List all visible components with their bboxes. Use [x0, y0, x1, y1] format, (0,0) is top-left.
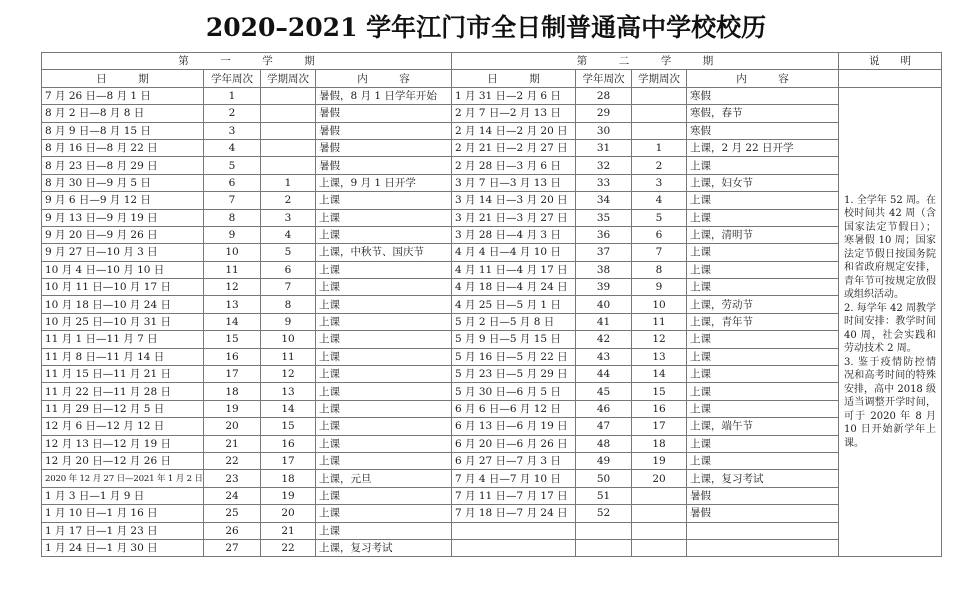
content-cell: 上课	[687, 261, 839, 278]
content-cell: 寒假，春节	[687, 105, 839, 122]
content-cell: 上课	[316, 452, 452, 469]
table-row	[42, 139, 942, 156]
note-paragraph: 2. 每学年 42 周教学时间安排：教学时间 40 周，社会实践和劳动技术 2 周。	[844, 302, 936, 355]
date-cell: 11 月 29 日—12 月 5 日	[42, 400, 204, 417]
term-week-cell: 11	[261, 348, 316, 365]
table-row	[42, 122, 942, 139]
content-cell: 上课	[316, 366, 452, 383]
year-week-cell: 36	[576, 226, 632, 243]
year-week-cell: 29	[576, 105, 632, 122]
term-week-cell: 4	[632, 192, 687, 209]
year-week-cell: 4	[204, 139, 261, 156]
year-week-cell: 30	[576, 122, 632, 139]
table-row	[42, 505, 942, 522]
year-week-cell: 3	[204, 122, 261, 139]
year-week-cell: 39	[576, 279, 632, 296]
date-cell: 1 月 24 日—1 月 30 日	[42, 539, 204, 556]
content-cell: 上课	[316, 418, 452, 435]
content-cell	[687, 522, 839, 539]
term-week-cell: 5	[261, 244, 316, 261]
year-week-cell: 27	[204, 539, 261, 556]
content-cell: 寒假	[687, 87, 839, 104]
notes-header-blank	[839, 70, 942, 87]
term-week-cell: 10	[261, 331, 316, 348]
content-cell: 上课	[316, 261, 452, 278]
table-row	[42, 313, 942, 330]
term-week-cell: 6	[632, 226, 687, 243]
header-row-columns	[42, 70, 942, 87]
year-week-cell: 52	[576, 505, 632, 522]
content-cell: 上课，青年节	[687, 313, 839, 330]
term-week-cell	[632, 539, 687, 556]
content-cell: 上课，端午节	[687, 418, 839, 435]
page-title: 2020–2021 学年江门市全日制普通高中学校校历	[205, 13, 767, 42]
term-week-cell: 19	[632, 452, 687, 469]
term-week-cell: 1	[261, 174, 316, 191]
table-row	[42, 279, 942, 296]
year-week-cell: 9	[204, 226, 261, 243]
content-cell: 上课	[687, 209, 839, 226]
year-week-cell: 45	[576, 383, 632, 400]
date-cell: 8 月 2 日—8 月 8 日	[42, 105, 204, 122]
content-cell: 上课，中秋节、国庆节	[316, 244, 452, 261]
term-week-cell: 18	[261, 470, 316, 487]
date-cell: 7 月 11 日—7 月 17 日	[452, 487, 576, 504]
date-cell: 6 月 27 日—7 月 3 日	[452, 452, 576, 469]
term-week-cell: 13	[632, 348, 687, 365]
term-week-cell: 2	[632, 157, 687, 174]
year-week-cell: 26	[204, 522, 261, 539]
table-row	[42, 296, 942, 313]
date-cell: 5 月 9 日—5 月 15 日	[452, 331, 576, 348]
term-week-cell: 5	[632, 209, 687, 226]
date-cell: 2 月 21 日—2 月 27 日	[452, 139, 576, 156]
header-row-terms	[42, 53, 942, 70]
year-week-cell	[576, 522, 632, 539]
term-week-cell: 7	[632, 244, 687, 261]
table-row	[42, 400, 942, 417]
term-week-cell: 10	[632, 296, 687, 313]
content-cell: 上课，9 月 1 日开学	[316, 174, 452, 191]
year-week-cell: 13	[204, 296, 261, 313]
year-week-cell: 33	[576, 174, 632, 191]
date-cell: 3 月 28 日—4 月 3 日	[452, 226, 576, 243]
year-week-cell: 8	[204, 209, 261, 226]
date-cell: 11 月 8 日—11 月 14 日	[42, 348, 204, 365]
date-cell: 5 月 30 日—6 月 5 日	[452, 383, 576, 400]
date-cell: 2020 年 12 月 27 日—2021 年 1 月 2 日	[42, 470, 204, 487]
term-week-cell: 3	[261, 209, 316, 226]
table-row	[42, 366, 942, 383]
table-row	[42, 105, 942, 122]
year-week-cell: 17	[204, 366, 261, 383]
content-cell: 上课	[687, 157, 839, 174]
date-cell: 4 月 18 日—4 月 24 日	[452, 279, 576, 296]
year-week-cell: 31	[576, 139, 632, 156]
content-cell: 上课	[687, 279, 839, 296]
year-week-cell: 41	[576, 313, 632, 330]
date-cell: 10 月 11 日—10 月 17 日	[42, 279, 204, 296]
table-row	[42, 157, 942, 174]
date-cell: 10 月 4 日—10 月 10 日	[42, 261, 204, 278]
content-cell: 上课	[316, 192, 452, 209]
table-row	[42, 418, 942, 435]
year-week-cell: 50	[576, 470, 632, 487]
date-cell	[452, 539, 576, 556]
term-week-cell: 4	[261, 226, 316, 243]
date-cell: 6 月 6 日—6 月 12 日	[452, 400, 576, 417]
content-cell: 暑假	[687, 505, 839, 522]
term-week-cell: 2	[261, 192, 316, 209]
date-cell: 11 月 1 日—11 月 7 日	[42, 331, 204, 348]
date-cell: 9 月 20 日—9 月 26 日	[42, 226, 204, 243]
term-week-cell: 15	[261, 418, 316, 435]
table-row	[42, 383, 942, 400]
term-week-cell: 13	[261, 383, 316, 400]
year-week-cell: 35	[576, 209, 632, 226]
term-week-cell: 16	[632, 400, 687, 417]
date-cell: 9 月 13 日—9 月 19 日	[42, 209, 204, 226]
term-week-cell	[261, 87, 316, 104]
date-cell: 7 月 4 日—7 月 10 日	[452, 470, 576, 487]
term-week-cell	[632, 122, 687, 139]
year-week-cell: 28	[576, 87, 632, 104]
term-week-cell: 12	[261, 366, 316, 383]
year-week-cell: 22	[204, 452, 261, 469]
term-week-cell	[261, 122, 316, 139]
date-cell: 4 月 25 日—5 月 1 日	[452, 296, 576, 313]
content-cell: 上课	[687, 400, 839, 417]
year-week-cell: 49	[576, 452, 632, 469]
term-week-cell: 8	[632, 261, 687, 278]
year-week-cell: 15	[204, 331, 261, 348]
content-cell: 上课	[687, 244, 839, 261]
year-week-cell: 20	[204, 418, 261, 435]
content-cell: 上课	[687, 331, 839, 348]
year-week-cell: 24	[204, 487, 261, 504]
table-row	[42, 209, 942, 226]
content-cell: 上课	[687, 383, 839, 400]
year-week-cell: 43	[576, 348, 632, 365]
date-cell: 8 月 30 日—9 月 5 日	[42, 174, 204, 191]
content-cell: 上课，清明节	[687, 226, 839, 243]
content-cell: 上课，复习考试	[316, 539, 452, 556]
year-week-cell: 25	[204, 505, 261, 522]
content-cell: 上课	[316, 400, 452, 417]
table-row	[42, 192, 942, 209]
content-cell: 上课	[316, 313, 452, 330]
table-row	[42, 226, 942, 243]
content-cell: 暑假	[687, 487, 839, 504]
date-cell: 10 月 25 日—10 月 31 日	[42, 313, 204, 330]
date-cell: 6 月 13 日—6 月 19 日	[452, 418, 576, 435]
notes-cell	[839, 87, 942, 557]
term-week-cell	[632, 487, 687, 504]
term-week-cell: 17	[632, 418, 687, 435]
term-week-cell: 14	[261, 400, 316, 417]
year-week-cell: 2	[204, 105, 261, 122]
content-cell: 上课，妇女节	[687, 174, 839, 191]
content-cell: 暑假	[316, 139, 452, 156]
content-cell: 上课	[687, 435, 839, 452]
date-cell: 3 月 14 日—3 月 20 日	[452, 192, 576, 209]
content-cell: 上课，元旦	[316, 470, 452, 487]
date-cell: 11 月 22 日—11 月 28 日	[42, 383, 204, 400]
term-week-cell: 21	[261, 522, 316, 539]
col-year-week-2: 学年周次	[576, 70, 632, 87]
term-week-cell	[261, 105, 316, 122]
table-row	[42, 87, 942, 104]
date-cell: 8 月 9 日—8 月 15 日	[42, 122, 204, 139]
content-cell: 上课，劳动节	[687, 296, 839, 313]
table-row	[42, 174, 942, 191]
year-week-cell: 51	[576, 487, 632, 504]
table-row	[42, 452, 942, 469]
term-week-cell: 11	[632, 313, 687, 330]
content-cell: 上课，复习考试	[687, 470, 839, 487]
term-week-cell: 20	[632, 470, 687, 487]
year-week-cell: 48	[576, 435, 632, 452]
term-week-cell: 14	[632, 366, 687, 383]
content-cell: 上课	[316, 522, 452, 539]
col-content-1: 内 容	[316, 70, 452, 87]
date-cell: 1 月 31 日—2 月 6 日	[452, 87, 576, 104]
term-week-cell: 20	[261, 505, 316, 522]
term-week-cell	[632, 105, 687, 122]
date-cell: 12 月 13 日—12 月 19 日	[42, 435, 204, 452]
date-cell: 12 月 20 日—12 月 26 日	[42, 452, 204, 469]
content-cell: 上课	[316, 487, 452, 504]
date-cell: 6 月 20 日—6 月 26 日	[452, 435, 576, 452]
term-week-cell	[632, 522, 687, 539]
date-cell: 5 月 16 日—5 月 22 日	[452, 348, 576, 365]
term-week-cell: 17	[261, 452, 316, 469]
col-year-week-1: 学年周次	[204, 70, 261, 87]
date-cell: 1 月 10 日—1 月 16 日	[42, 505, 204, 522]
date-cell: 3 月 21 日—3 月 27 日	[452, 209, 576, 226]
table-row	[42, 435, 942, 452]
content-cell: 上课	[687, 366, 839, 383]
term-week-cell: 9	[261, 313, 316, 330]
term-week-cell: 8	[261, 296, 316, 313]
content-cell	[687, 539, 839, 556]
year-week-cell: 11	[204, 261, 261, 278]
date-cell: 1 月 3 日—1 月 9 日	[42, 487, 204, 504]
term-week-cell: 15	[632, 383, 687, 400]
col-content-2: 内 容	[687, 70, 839, 87]
note-paragraph: 3. 鉴于疫情防控情况和高考时间的特殊安排，高中 2018 级适当调整开学时间，可于 2020 年 8 月 10 日开始新学年上课。	[844, 356, 936, 449]
term-week-cell: 7	[261, 279, 316, 296]
table-row	[42, 487, 942, 504]
year-week-cell: 10	[204, 244, 261, 261]
term-week-cell: 9	[632, 279, 687, 296]
year-week-cell: 23	[204, 470, 261, 487]
date-cell: 4 月 11 日—4 月 17 日	[452, 261, 576, 278]
content-cell: 上课	[316, 383, 452, 400]
term-week-cell: 3	[632, 174, 687, 191]
term-week-cell	[261, 139, 316, 156]
date-cell: 8 月 16 日—8 月 22 日	[42, 139, 204, 156]
year-week-cell: 12	[204, 279, 261, 296]
content-cell: 上课	[687, 348, 839, 365]
notes-header: 说 明	[839, 53, 942, 70]
year-week-cell: 32	[576, 157, 632, 174]
content-cell: 上课	[316, 226, 452, 243]
content-cell: 上课	[316, 296, 452, 313]
content-cell: 寒假	[687, 122, 839, 139]
term-week-cell	[632, 505, 687, 522]
date-cell: 7 月 18 日—7 月 24 日	[452, 505, 576, 522]
content-cell: 暑假，8 月 1 日学年开始	[316, 87, 452, 104]
table-row	[42, 331, 942, 348]
year-week-cell: 42	[576, 331, 632, 348]
content-cell: 暑假	[316, 122, 452, 139]
year-week-cell: 18	[204, 383, 261, 400]
year-week-cell: 16	[204, 348, 261, 365]
year-week-cell	[576, 539, 632, 556]
date-cell: 5 月 2 日—5 月 8 日	[452, 313, 576, 330]
content-cell: 暑假	[316, 105, 452, 122]
year-week-cell: 46	[576, 400, 632, 417]
term1-header: 第 一 学 期	[42, 53, 452, 70]
term2-header: 第 二 学 期	[452, 53, 839, 70]
date-cell: 10 月 18 日—10 月 24 日	[42, 296, 204, 313]
content-cell: 上课，2 月 22 日开学	[687, 139, 839, 156]
content-cell: 上课	[316, 331, 452, 348]
term-week-cell: 12	[632, 331, 687, 348]
date-cell: 1 月 17 日—1 月 23 日	[42, 522, 204, 539]
year-week-cell: 44	[576, 366, 632, 383]
term-week-cell: 19	[261, 487, 316, 504]
year-week-cell: 14	[204, 313, 261, 330]
date-cell: 5 月 23 日—5 月 29 日	[452, 366, 576, 383]
term-week-cell: 16	[261, 435, 316, 452]
year-week-cell: 21	[204, 435, 261, 452]
date-cell: 12 月 6 日—12 月 12 日	[42, 418, 204, 435]
date-cell: 7 月 26 日—8 月 1 日	[42, 87, 204, 104]
table-row	[42, 470, 942, 487]
year-week-cell: 40	[576, 296, 632, 313]
year-week-cell: 47	[576, 418, 632, 435]
content-cell: 上课	[316, 435, 452, 452]
year-week-cell: 6	[204, 174, 261, 191]
content-cell: 上课	[687, 452, 839, 469]
year-week-cell: 34	[576, 192, 632, 209]
date-cell: 4 月 4 日—4 月 10 日	[452, 244, 576, 261]
term-week-cell: 22	[261, 539, 316, 556]
term-week-cell	[261, 157, 316, 174]
col-date-2: 日 期	[452, 70, 576, 87]
year-week-cell: 1	[204, 87, 261, 104]
date-cell: 3 月 7 日—3 月 13 日	[452, 174, 576, 191]
content-cell: 上课	[316, 279, 452, 296]
date-cell: 9 月 6 日—9 月 12 日	[42, 192, 204, 209]
term-week-cell: 1	[632, 139, 687, 156]
date-cell: 11 月 15 日—11 月 21 日	[42, 366, 204, 383]
date-cell: 2 月 7 日—2 月 13 日	[452, 105, 576, 122]
year-week-cell: 7	[204, 192, 261, 209]
year-week-cell: 19	[204, 400, 261, 417]
table-row	[42, 539, 942, 556]
date-cell: 8 月 23 日—8 月 29 日	[42, 157, 204, 174]
year-week-cell: 5	[204, 157, 261, 174]
table-row	[42, 348, 942, 365]
table-row	[42, 244, 942, 261]
year-week-cell: 38	[576, 261, 632, 278]
term-week-cell: 18	[632, 435, 687, 452]
date-cell: 2 月 14 日—2 月 20 日	[452, 122, 576, 139]
term-week-cell: 6	[261, 261, 316, 278]
content-cell: 上课	[687, 192, 839, 209]
content-cell: 上课	[316, 348, 452, 365]
date-cell: 2 月 28 日—3 月 6 日	[452, 157, 576, 174]
term-week-cell	[632, 87, 687, 104]
content-cell: 上课	[316, 209, 452, 226]
table-row	[42, 522, 942, 539]
date-cell	[452, 522, 576, 539]
col-term-week-1: 学期周次	[261, 70, 316, 87]
school-calendar-table	[41, 52, 942, 557]
col-term-week-2: 学期周次	[632, 70, 687, 87]
date-cell: 9 月 27 日—10 月 3 日	[42, 244, 204, 261]
col-date-1: 日 期	[42, 70, 204, 87]
table-row	[42, 261, 942, 278]
note-paragraph: 1. 全学年 52 周。在校时间共 42 周（含国家法定节假日）；寒暑假 10 周；国家法定节假日按国务院和省政府规定安排，青年节可按规定放假或组织活动。	[844, 194, 936, 301]
year-week-cell: 37	[576, 244, 632, 261]
content-cell: 上课	[316, 505, 452, 522]
content-cell: 暑假	[316, 157, 452, 174]
